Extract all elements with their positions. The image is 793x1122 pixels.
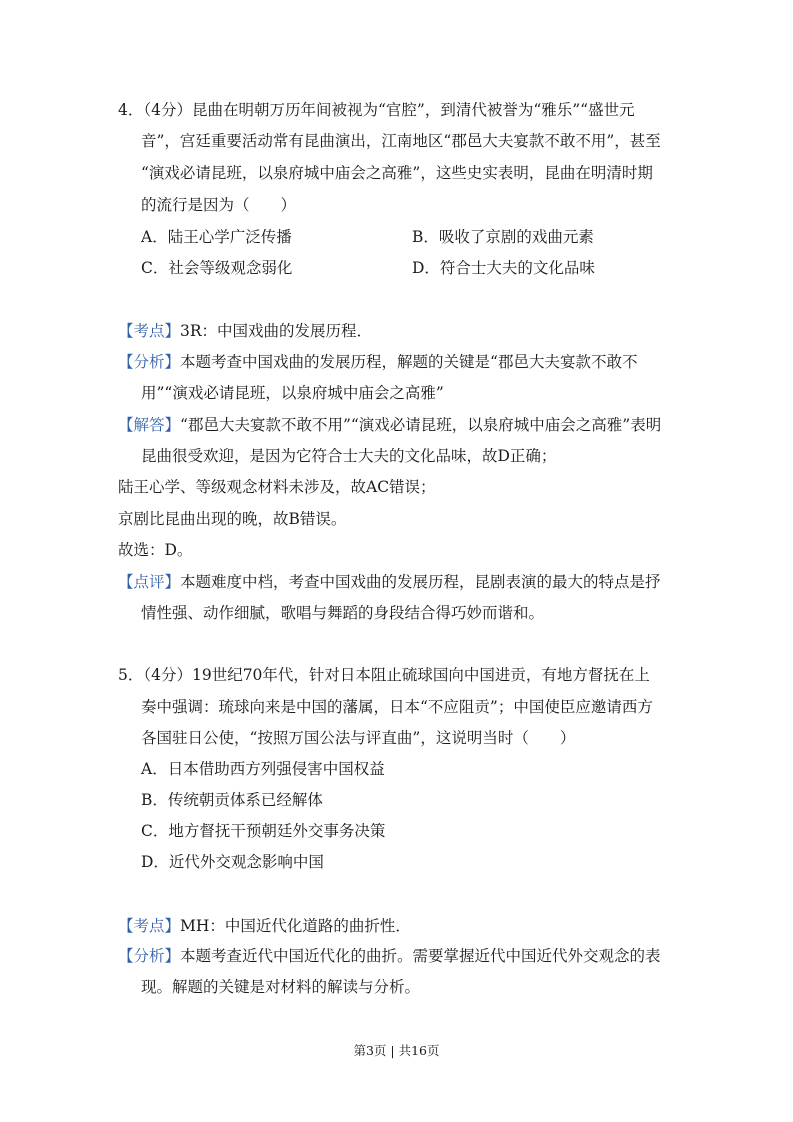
kaodian-text: MH：中国近代化道路的曲折性． xyxy=(180,917,411,935)
q4-dianping-line-2: 情性强、动作细腻，歌唱与舞蹈的身段结合得巧妙而谐和。 xyxy=(141,604,545,622)
jieda-text-line-1: “郡邑大夫宴款不敢不用”“演戏必请昆班，以泉府城中庙会之高雅”表明 xyxy=(180,416,662,434)
q4-fenxi-line-2: 用”“演戏必请昆班，以泉府城中庙会之高雅” xyxy=(141,384,444,402)
q4-jieda-line-2: 昆曲很受欢迎，是因为它符合士大夫的文化品味，故D正确； xyxy=(141,447,557,465)
q5-fenxi xyxy=(118,946,661,966)
q4-jieda xyxy=(118,415,661,435)
q4-option-a: A．陆王心学广泛传播 xyxy=(141,228,292,246)
q4-jieda-line-5: 故选：D。 xyxy=(118,541,193,559)
fenxi-text-line-1: 本题考查中国戏曲的发展历程，解题的关键是“郡邑大夫宴款不敢不 xyxy=(180,353,638,371)
q4-dianping xyxy=(118,572,661,592)
q5-stem-line-1: 5．（4分）19世纪70年代，针对日本阻止硫球国向中国进贡，有地方督抚在上 xyxy=(118,666,650,684)
page-footer: 第3页 | 共16页 xyxy=(353,1043,440,1058)
fenxi-text-line-1: 本题考查近代中国近代化的曲折。需要掌握近代中国近代外交观念的表 xyxy=(180,947,661,965)
q4-kaodian xyxy=(118,321,372,341)
fenxi-tag: 【分析】 xyxy=(118,947,181,965)
q4-option-c: C．社会等级观念弱化 xyxy=(141,259,293,277)
dianping-tag: 【点评】 xyxy=(118,573,181,591)
q4-stem-line-1: 4．（4分）昆曲在明朝万历年间被视为“官腔”，到清代被誉为“雅乐”“盛世元 xyxy=(118,101,635,119)
q5-fenxi-line-2: 现。解题的关键是对材料的解读与分析。 xyxy=(141,978,421,996)
q5-option-b: B．传统朝贡体系已经解体 xyxy=(141,791,323,809)
q4-jieda-line-3: 陆王心学、等级观念材料未涉及，故AC错误； xyxy=(118,478,436,496)
kaodian-tag: 【考点】 xyxy=(118,322,181,340)
q5-stem-line-2: 奏中强调：琉球向来是中国的藩属，日本“不应阻贡”；中国使臣应邀请西方 xyxy=(141,698,653,716)
kaodian-tag: 【考点】 xyxy=(118,917,181,935)
q4-stem-line-3: “演戏必请昆班，以泉府城中庙会之高雅”，这些史实表明，昆曲在明清时期 xyxy=(141,164,653,182)
q5-kaodian xyxy=(118,916,411,936)
q4-option-b: B．吸收了京剧的戏曲元素 xyxy=(412,228,594,246)
fenxi-tag: 【分析】 xyxy=(118,353,181,371)
q4-stem-line-4: 的流行是因为（ ） xyxy=(141,196,297,214)
q5-stem-line-3: 各国驻日公使，“按照万国公法与评直曲”，这说明当时（ ） xyxy=(141,729,576,747)
q4-fenxi xyxy=(118,352,637,372)
q5-option-a: A．日本借助西方列强侵害中国权益 xyxy=(141,760,385,778)
q4-option-d: D．符合士大夫的文化品味 xyxy=(412,259,595,277)
dianping-text-line-1: 本题难度中档，考查中国戏曲的发展历程，昆剧表演的最大的特点是抒 xyxy=(180,573,661,591)
jieda-tag: 【解答】 xyxy=(118,416,181,434)
q5-option-c: C．地方督抚干预朝廷外交事务决策 xyxy=(141,822,386,840)
q4-jieda-line-4: 京剧比昆曲出现的晚，故B错误。 xyxy=(118,510,347,528)
q5-option-d: D．近代外交观念影响中国 xyxy=(141,853,324,871)
kaodian-text: 3R：中国戏曲的发展历程． xyxy=(180,322,373,340)
q4-stem-line-2: 音”，宫廷重要活动常有昆曲演出，江南地区“郡邑大夫宴款不敢不用”，甚至 xyxy=(141,132,661,150)
